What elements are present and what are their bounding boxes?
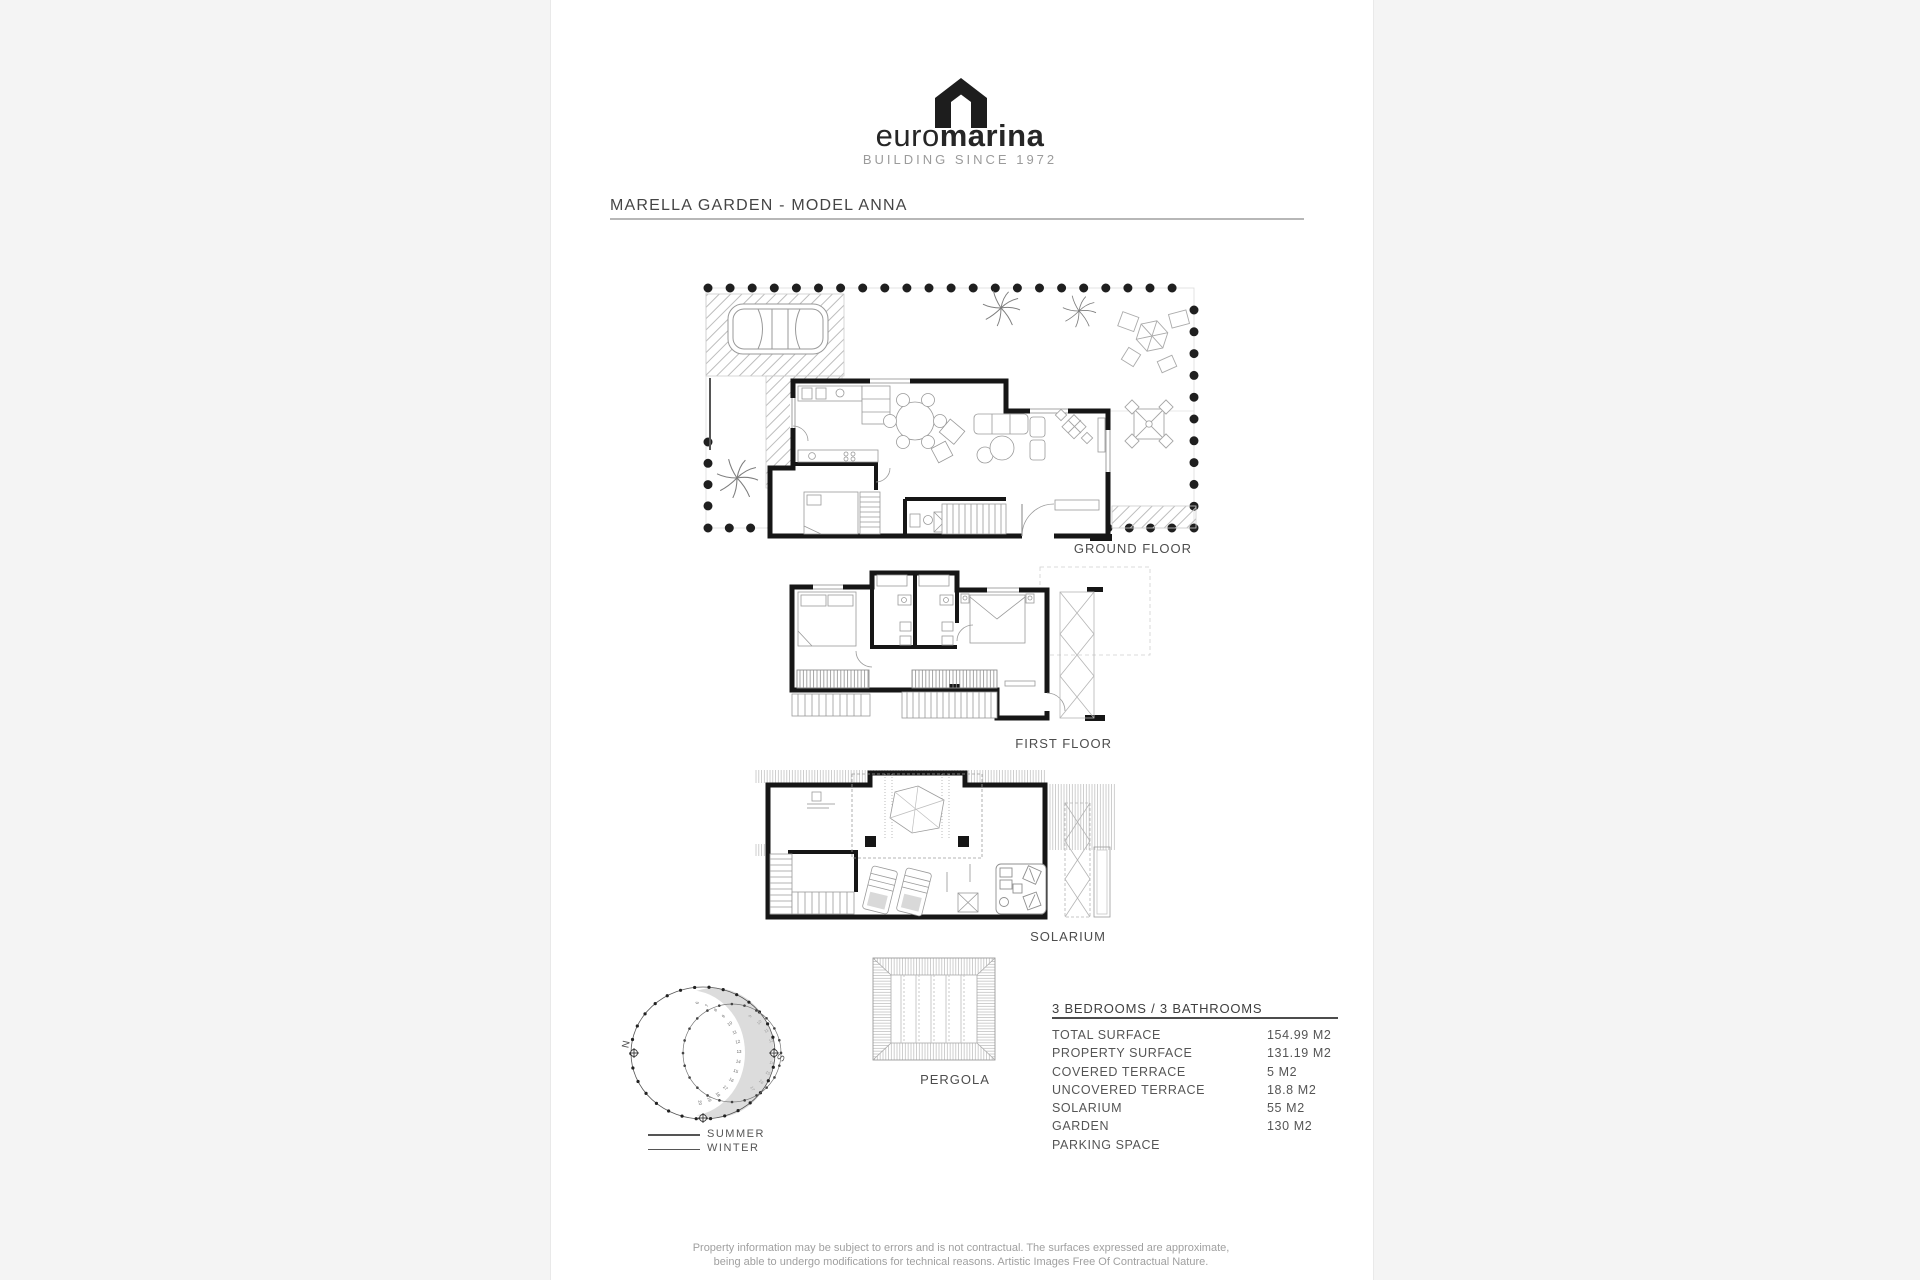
logo-wordmark: [810, 118, 1110, 154]
svg-text:14: 14: [735, 1058, 742, 1065]
svg-text:16: 16: [757, 1078, 765, 1086]
svg-text:12: 12: [734, 1038, 741, 1045]
svg-text:11: 11: [731, 1029, 738, 1036]
logo-marina: marina: [939, 118, 1045, 153]
svg-text:17: 17: [721, 1084, 729, 1092]
svg-text:19: 19: [706, 1096, 713, 1103]
pergola-plan: [868, 955, 1008, 1070]
bed-left: [798, 592, 856, 646]
spec-row: [1052, 1135, 1338, 1153]
first-floor-plan: [765, 565, 1155, 760]
south-label: S: [775, 1053, 788, 1064]
svg-text:8: 8: [712, 1007, 719, 1013]
ground-floor-label: GROUND FLOOR: [1073, 541, 1192, 556]
winter-label: WINTER: [707, 1142, 760, 1154]
spec-value: 154.99 M2: [1267, 1028, 1332, 1042]
spec-value: 130 M2: [1267, 1119, 1313, 1134]
solarium-label: SOLARIUM: [1030, 929, 1106, 944]
stairs: [792, 692, 997, 718]
first-floor-label: FIRST FLOOR: [1015, 736, 1112, 751]
pergola-label: PERGOLA: [920, 1072, 990, 1087]
svg-text:13: 13: [770, 1049, 776, 1054]
car-icon: [728, 304, 828, 354]
svg-text:18: 18: [714, 1090, 722, 1098]
garden-furniture: [1118, 310, 1190, 373]
wardrobe: [912, 670, 997, 688]
spec-label: PARKING SPACE: [1052, 1137, 1161, 1152]
palm-tree-icon: [717, 459, 758, 498]
specs-header: 3 BEDROOMS / 3 BATHROOMS: [1052, 1001, 1263, 1016]
specs-header-rule: [1052, 1017, 1338, 1019]
spec-label: GARDEN: [1052, 1119, 1110, 1134]
svg-text:9: 9: [720, 1013, 726, 1019]
terrace-dining-set: [1125, 400, 1173, 448]
disclaimer-line2: being able to undergo modifications for technical reasons. Artistic Images Free Of Contractual Nature.: [713, 1256, 1209, 1268]
spec-row: [1052, 1043, 1338, 1061]
logo-tagline: BUILDING SINCE 1972: [862, 152, 1058, 167]
wardrobe: [797, 670, 869, 688]
spec-row: [1052, 1025, 1338, 1043]
palm-tree-icon: [1063, 296, 1096, 327]
svg-text:16: 16: [727, 1076, 735, 1084]
svg-text:12: 12: [768, 1037, 775, 1044]
outdoor-sofa-set: [996, 864, 1046, 914]
side-hatch: [1112, 506, 1196, 528]
disclaimer: [550, 1241, 1372, 1269]
spec-value: 131.19 M2: [1267, 1046, 1332, 1061]
svg-text:14: 14: [768, 1059, 775, 1066]
solarium-plan: [755, 770, 1150, 955]
svg-text:9: 9: [747, 1013, 753, 1019]
spec-row: [1052, 1080, 1338, 1098]
spec-label: SOLARIUM: [1052, 1101, 1123, 1116]
sun-path-diagram: [620, 985, 798, 1125]
spec-row: [1052, 1116, 1338, 1134]
svg-text:10: 10: [755, 1018, 763, 1026]
spec-row: [1052, 1062, 1338, 1080]
svg-text:20: 20: [697, 1099, 704, 1106]
winter-line: [648, 1149, 700, 1150]
spec-label: UNCOVERED TERRACE: [1052, 1082, 1206, 1097]
disclaimer-line1: Property information may be subject to errors and is not contractual. The surfaces expressed are approximate,: [692, 1242, 1230, 1254]
spec-row: [1052, 1098, 1338, 1116]
svg-text:7: 7: [703, 1003, 710, 1008]
spec-value: 18.8 M2: [1267, 1082, 1317, 1097]
summer-label: SUMMER: [707, 1128, 765, 1140]
specs-rows: [1052, 1025, 1338, 1153]
north-label: N: [620, 1039, 633, 1050]
ground-floor-plan: [700, 278, 1210, 560]
title-underline: [610, 218, 1304, 220]
svg-text:15: 15: [732, 1067, 739, 1075]
svg-text:15: 15: [764, 1069, 772, 1077]
svg-text:11: 11: [763, 1027, 770, 1034]
spec-label: PROPERTY SURFACE: [1052, 1046, 1193, 1061]
spec-value: 55 M2: [1267, 1101, 1305, 1116]
summer-line: [648, 1134, 700, 1136]
logo-euro: euro: [875, 118, 940, 153]
palm-tree-icon: [983, 291, 1020, 326]
svg-text:10: 10: [726, 1020, 734, 1028]
svg-text:6: 6: [694, 1001, 700, 1005]
spec-value: 5 M2: [1267, 1064, 1298, 1079]
svg-text:17: 17: [749, 1085, 756, 1092]
svg-text:13: 13: [736, 1049, 742, 1054]
spec-label: COVERED TERRACE: [1052, 1064, 1186, 1079]
spec-label: TOTAL SURFACE: [1052, 1028, 1161, 1042]
stairs: [942, 504, 1006, 534]
page-title: MARELLA GARDEN - MODEL ANNA: [610, 197, 908, 214]
